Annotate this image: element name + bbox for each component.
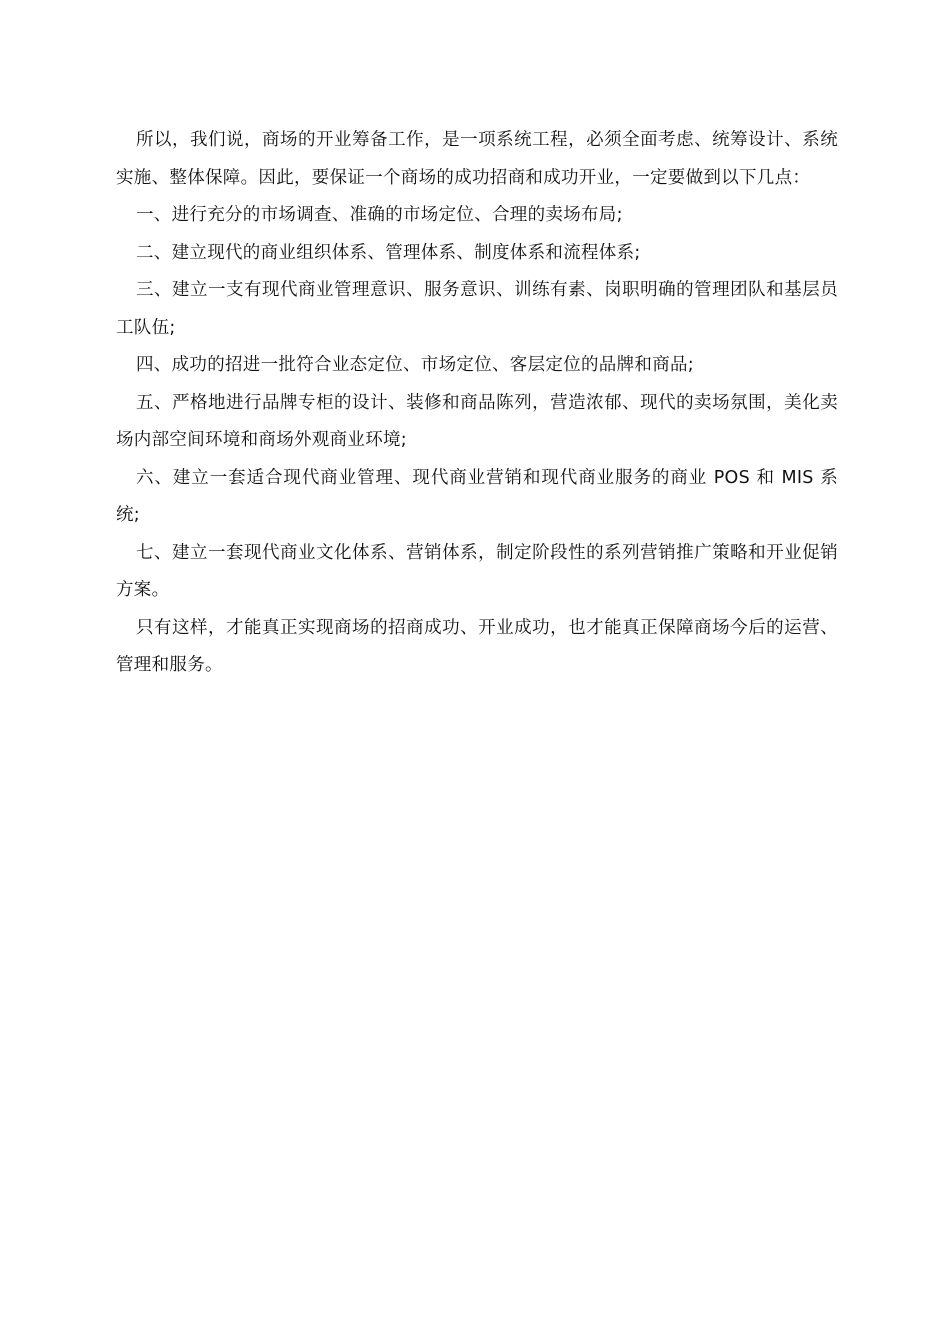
document-page <box>116 122 838 685</box>
point-1-paragraph: 一、进行充分的市场调查、准确的市场定位、合理的卖场布局; <box>136 205 623 225</box>
intro-paragraph: 所以，我们说，商场的开业筹备工作，是一项系统工程，必须全面考虑、统筹设计、系统实施、整体保障。因此，要保证一个商场的成功招商和成功开业，一定要做到以下几点： <box>116 130 838 188</box>
point-5-paragraph: 五、严格地进行品牌专柜的设计、装修和商品陈列，营造浓郁、现代的卖场氛围，美化卖场内部空间环境和商场外观商业环境; <box>116 392 838 450</box>
point-3-paragraph: 三、建立一支有现代商业管理意识、服务意识、训练有素、岗职明确的管理团队和基层员工队伍; <box>116 280 838 338</box>
point-7-paragraph: 七、建立一套现代商业文化体系、营销体系，制定阶段性的系列营销推广策略和开业促销方案。 <box>116 542 838 600</box>
conclusion-paragraph: 只有这样，才能真正实现商场的招商成功、开业成功，也才能真正保障商场今后的运营、管理和服务。 <box>116 617 838 675</box>
point-4-paragraph: 四、成功的招进一批符合业态定位、市场定位、客层定位的品牌和商品; <box>136 355 694 375</box>
point-6-paragraph: 六、建立一套适合现代商业管理、现代商业营销和现代商业服务的商业 POS 和 MIS 系统; <box>116 467 838 525</box>
point-2-paragraph: 二、建立现代的商业组织体系、管理体系、制度体系和流程体系; <box>136 242 641 263</box>
